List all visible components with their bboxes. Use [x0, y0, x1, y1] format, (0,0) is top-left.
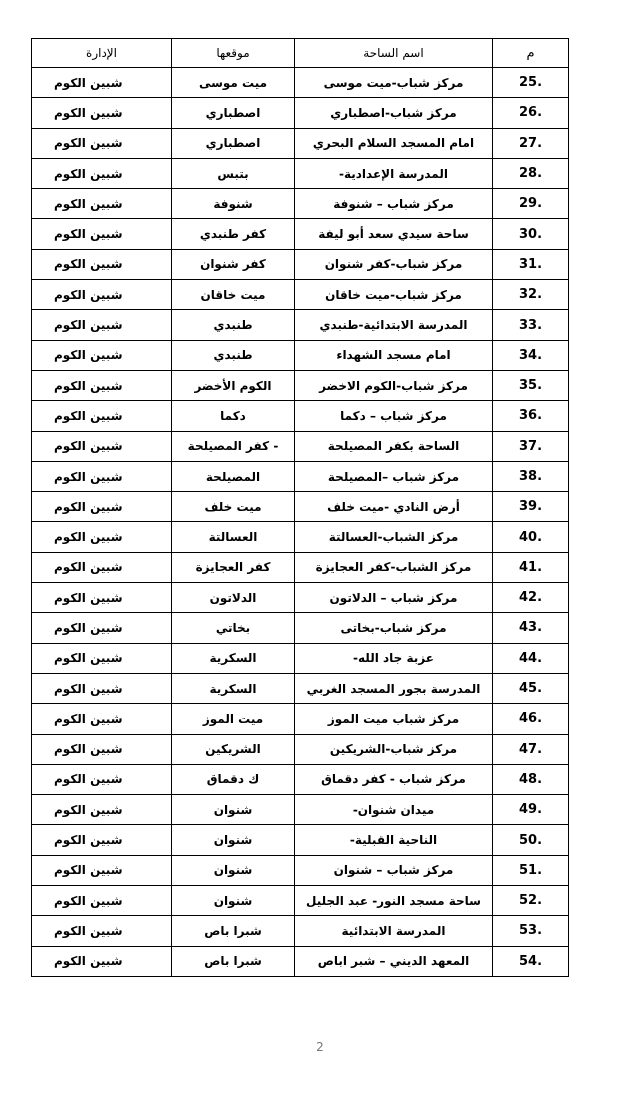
row-number-text: 53.: [518, 923, 543, 939]
square-name: مركز شباب – شنوفة: [295, 189, 493, 219]
row-number: [493, 552, 569, 582]
table-row: [32, 401, 569, 431]
row-number-text: 27.: [518, 135, 543, 151]
table-row: [32, 704, 569, 734]
row-number: [493, 673, 569, 703]
row-number-text: 36.: [518, 408, 543, 424]
table-row: [32, 825, 569, 855]
row-number: [493, 280, 569, 310]
table-row: [32, 855, 569, 885]
square-location: دكما: [172, 401, 295, 431]
square-location: ميت خلف: [172, 492, 295, 522]
square-location: ميت خاقان: [172, 280, 295, 310]
row-number: [493, 764, 569, 794]
table-row: [32, 522, 569, 552]
square-admin: شبين الكوم: [32, 310, 172, 340]
document-page: [31, 38, 568, 977]
header-num: م: [493, 39, 569, 68]
square-location: طنبدي: [172, 340, 295, 370]
square-name: الساحة بكفر المصيلحة: [295, 431, 493, 461]
square-location: السكرية: [172, 673, 295, 703]
square-name: مركز شباب –المصيلحة: [295, 461, 493, 491]
row-number-text: 40.: [518, 529, 543, 545]
square-admin: شبين الكوم: [32, 68, 172, 98]
row-number-text: 38.: [518, 469, 543, 484]
square-location: شبرا باص: [172, 946, 295, 976]
square-location: الكوم الأخضر: [172, 370, 295, 400]
row-number-text: 35.: [518, 378, 543, 394]
table-row: [32, 583, 569, 613]
row-number-text: 48.: [518, 771, 543, 787]
row-number-text: 42.: [518, 590, 543, 606]
square-name: المدرسة بجور المسجد الغربي: [295, 673, 493, 703]
square-location: ك دقماق: [172, 764, 295, 794]
row-number: [493, 219, 569, 249]
table-row: [32, 158, 569, 188]
row-number: [493, 158, 569, 188]
row-number-text: 32.: [518, 287, 543, 303]
table-header-row: [32, 39, 569, 68]
square-location: بتبس: [172, 158, 295, 188]
square-location: العسالتة: [172, 522, 295, 552]
square-name: مركز شباب ميت الموز: [295, 704, 493, 734]
square-name: مركز شباب – شنوان: [295, 855, 493, 885]
square-admin: شبين الكوم: [32, 916, 172, 946]
row-number-text: 52.: [518, 893, 543, 909]
table-row: [32, 795, 569, 825]
square-location: كفر طنبدي: [172, 219, 295, 249]
table-row: [32, 492, 569, 522]
square-admin: شبين الكوم: [32, 643, 172, 673]
row-number-text: 45.: [518, 681, 543, 697]
square-admin: شبين الكوم: [32, 98, 172, 128]
row-number-text: 39.: [518, 499, 543, 515]
table-row: [32, 461, 569, 491]
row-number: [493, 704, 569, 734]
row-number-text: 33.: [518, 317, 543, 333]
row-number-text: 29.: [518, 196, 543, 212]
square-admin: شبين الكوم: [32, 734, 172, 764]
square-admin: شبين الكوم: [32, 613, 172, 643]
square-name: مركز الشباب-كفر العجايزة: [295, 552, 493, 582]
row-number-text: 50.: [518, 832, 543, 848]
square-name: عزبة جاد الله-: [295, 643, 493, 673]
row-number-text: 25.: [518, 75, 543, 91]
row-number: [493, 249, 569, 279]
square-admin: شبين الكوم: [32, 158, 172, 188]
row-number-text: 44.: [518, 650, 543, 666]
square-admin: شبين الكوم: [32, 764, 172, 794]
row-number: [493, 522, 569, 552]
square-location: كفر العجايزة: [172, 552, 295, 582]
row-number: [493, 98, 569, 128]
square-location: السكرية: [172, 643, 295, 673]
row-number: [493, 886, 569, 916]
square-name: مركز شباب-كفر شنوان: [295, 249, 493, 279]
square-name: أرض النادي -ميت خلف: [295, 492, 493, 522]
row-number-text: 37.: [518, 438, 543, 454]
square-admin: شبين الكوم: [32, 128, 172, 158]
row-number-text: 28.: [518, 166, 543, 182]
row-number: [493, 734, 569, 764]
table-row: [32, 764, 569, 794]
row-number: [493, 613, 569, 643]
row-number: [493, 916, 569, 946]
row-number-text: 47.: [518, 741, 543, 757]
square-location: ميت موسى: [172, 68, 295, 98]
square-admin: شبين الكوم: [32, 461, 172, 491]
row-number-text: 41.: [518, 559, 543, 575]
table-row: [32, 370, 569, 400]
row-number: [493, 128, 569, 158]
square-location: المصيلحة: [172, 461, 295, 491]
row-number: [493, 855, 569, 885]
table-row: [32, 734, 569, 764]
squares-table: [31, 38, 569, 977]
square-location: شبرا باص: [172, 916, 295, 946]
square-name: مركز شباب – دكما: [295, 401, 493, 431]
square-location: - كفر المصيلحة: [172, 431, 295, 461]
square-name: الناحية القبلية-: [295, 825, 493, 855]
table-row: [32, 280, 569, 310]
row-number-text: 34.: [518, 347, 543, 363]
square-admin: شبين الكوم: [32, 855, 172, 885]
square-name: امام مسجد الشهداء: [295, 340, 493, 370]
square-name: مركز شباب-ميت خاقان: [295, 280, 493, 310]
square-name: ميدان شنوان-: [295, 795, 493, 825]
table-row: [32, 916, 569, 946]
square-name: مركز شباب-بخاتى: [295, 613, 493, 643]
row-number: [493, 340, 569, 370]
square-admin: شبين الكوم: [32, 522, 172, 552]
square-name: ساحة سيدي سعد أبو ليفة: [295, 219, 493, 249]
table-row: [32, 673, 569, 703]
square-location: شنوان: [172, 825, 295, 855]
row-number: [493, 461, 569, 491]
row-number: [493, 189, 569, 219]
square-location: بخاتي: [172, 613, 295, 643]
square-location: طنبدي: [172, 310, 295, 340]
row-number: [493, 431, 569, 461]
table-row: [32, 340, 569, 370]
table-row: [32, 643, 569, 673]
row-number-text: 46.: [518, 711, 543, 727]
table-row: [32, 431, 569, 461]
square-location: شنوان: [172, 795, 295, 825]
row-number-text: 43.: [518, 620, 543, 636]
square-location: اصطباري: [172, 98, 295, 128]
square-admin: شبين الكوم: [32, 431, 172, 461]
square-location: اصطباري: [172, 128, 295, 158]
square-location: شنوان: [172, 855, 295, 885]
table-body: [32, 68, 569, 977]
square-name: مركز شباب-الكوم الاخضر: [295, 370, 493, 400]
square-name: المدرسة الإعدادية-: [295, 158, 493, 188]
table-row: [32, 68, 569, 98]
square-admin: شبين الكوم: [32, 249, 172, 279]
square-admin: شبين الكوم: [32, 825, 172, 855]
table-row: [32, 310, 569, 340]
square-location: الشريكين: [172, 734, 295, 764]
square-admin: شبين الكوم: [32, 795, 172, 825]
square-name: المعهد الديني – شبر اباص: [295, 946, 493, 976]
square-admin: شبين الكوم: [32, 219, 172, 249]
row-number: [493, 825, 569, 855]
header-name: اسم الساحة: [295, 39, 493, 68]
row-number: [493, 370, 569, 400]
square-admin: شبين الكوم: [32, 673, 172, 703]
row-number: [493, 401, 569, 431]
square-name: امام المسجد السلام البحري: [295, 128, 493, 158]
square-admin: شبين الكوم: [32, 946, 172, 976]
table-row: [32, 249, 569, 279]
square-admin: شبين الكوم: [32, 189, 172, 219]
square-name: مركز شباب - كفر دقماق: [295, 764, 493, 794]
square-name: مركز شباب-ميت موسى: [295, 68, 493, 98]
square-location: شنوان: [172, 886, 295, 916]
header-location: موقعها: [172, 39, 295, 68]
table-row: [32, 552, 569, 582]
table-row: [32, 613, 569, 643]
row-number-text: 54.: [518, 953, 543, 969]
page-number: 2: [316, 1040, 324, 1054]
square-name: مركز شباب-الشريكين: [295, 734, 493, 764]
table-row: [32, 946, 569, 976]
row-number-text: 30.: [518, 226, 543, 242]
table-row: [32, 98, 569, 128]
square-admin: شبين الكوم: [32, 583, 172, 613]
table-row: [32, 128, 569, 158]
square-location: ميت الموز: [172, 704, 295, 734]
square-admin: شبين الكوم: [32, 886, 172, 916]
row-number: [493, 310, 569, 340]
table-row: [32, 219, 569, 249]
row-number-text: 49.: [518, 802, 543, 818]
square-name: المدرسة الابتدائية-طنبدي: [295, 310, 493, 340]
square-admin: شبين الكوم: [32, 552, 172, 582]
square-admin: شبين الكوم: [32, 370, 172, 400]
row-number: [493, 795, 569, 825]
square-admin: شبين الكوم: [32, 340, 172, 370]
row-number: [493, 68, 569, 98]
square-location: كفر شنوان: [172, 249, 295, 279]
row-number: [493, 643, 569, 673]
header-admin: الإدارة: [32, 39, 172, 68]
square-admin: شبين الكوم: [32, 704, 172, 734]
table-row: [32, 886, 569, 916]
square-location: شنوفة: [172, 189, 295, 219]
row-number-text: 31.: [518, 256, 543, 272]
square-name: المدرسة الابتدائية: [295, 916, 493, 946]
square-name: مركز شباب – الدلاتون: [295, 583, 493, 613]
row-number-text: 51.: [518, 862, 543, 878]
square-name: مركز شباب-اصطباري: [295, 98, 493, 128]
table-row: [32, 189, 569, 219]
row-number: [493, 583, 569, 613]
row-number-text: 26.: [518, 105, 543, 121]
row-number: [493, 946, 569, 976]
square-admin: شبين الكوم: [32, 492, 172, 522]
row-number: [493, 492, 569, 522]
square-location: الدلاتون: [172, 583, 295, 613]
square-admin: شبين الكوم: [32, 401, 172, 431]
square-name: مركز الشباب-العسالتة: [295, 522, 493, 552]
square-admin: شبين الكوم: [32, 280, 172, 310]
square-name: ساحة مسجد النور- عبد الجليل: [295, 886, 493, 916]
